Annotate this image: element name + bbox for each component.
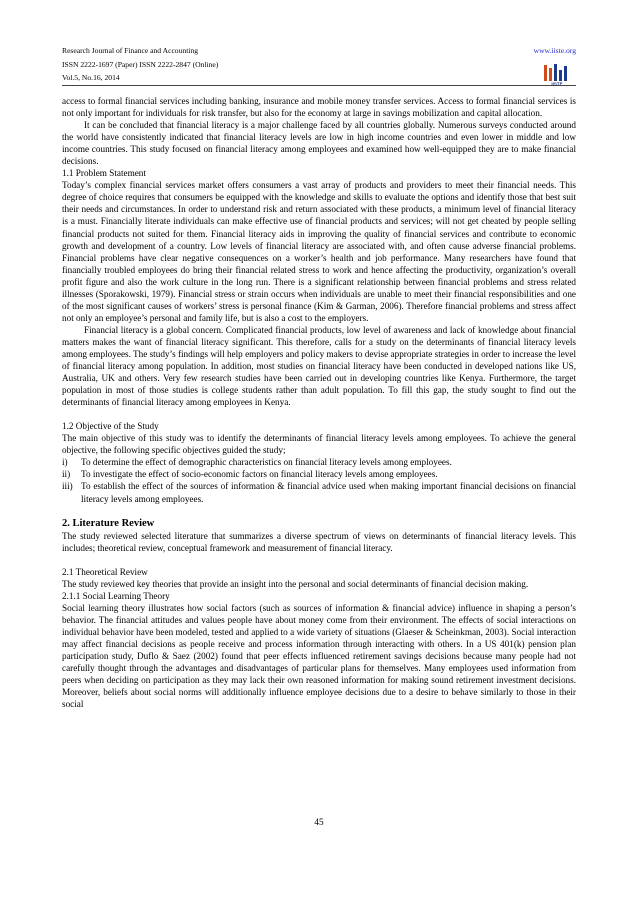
iiste-logo <box>542 62 572 86</box>
heading-literature-review: 2. Literature Review <box>62 517 155 529</box>
list-text: To investigate the effect of socio-economic factors on financial literacy levels among employees. <box>81 469 438 480</box>
paragraph-objective: The main objective of this study was to identify the determinants of financial literacy levels among employees. To achieve the general objective, the following specific objectives guided the study; <box>62 433 576 456</box>
paragraph-conclusion: It can be concluded that financial literacy is a major challenge faced by all countries globally. Numerous surveys conducted around the world have consistently indicated that financial literacy levels are low in high income countries and even lower in middle and low income countries. This study focused on financial literacy among employees and examined how well-equipped they are to make financial decisions. <box>62 120 576 167</box>
paragraph-problem: Today’s complex financial services market offers consumers a vast array of products and providers to meet their financial needs. This degree of choice requires that consumers be equipped with the knowledge and skills to evaluate the options and identify those that best suit their needs and circumstances. In order to understand risk and return associated with these products, a minimum level of financial literacy is a must. Financially literate individuals can make effective use of financial products and services; will not get cheated by people selling financial products not suited for them. Financial literacy aids in improving the quality of financial services and contribute to economic growth and development of a country. Low levels of financial literacy are associated with, and often cause adverse financial problems. Financial problems have clear negative consequences on a worker’s health and job performance. Many researchers have found that financially troubled employees do bring their financial related stress to work and hence affecting the productivity, organization’s overall profit figure and also the work culture in the long run. There is a significant relationship between financial problems and stress related illnesses (Sporakowski, 1979). Financial stress or strain occurs when individuals are unable to meet their financial responsibilities and one of the most significant causes of workers’ stress is personal finance (Kim & Garman, 2006). Therefore financial problems and stress affect not only an employee’s personal and family life, but is also a cost to the employers. <box>62 180 576 323</box>
logo-text: IISTE <box>551 81 563 86</box>
paragraph-literature: The study reviewed selected literature that summarizes a diverse spectrum of views on determinants of financial literacy levels. This includes; theoretical review, conceptual framework and measurement of financial literacy. <box>62 530 576 553</box>
article-body <box>62 95 576 710</box>
paragraph-access: access to formal financial services including banking, insurance and mobile money transfer services. Access to formal financial services is not only important for individuals for risk transfer, but also for the economy at large in savings mobilization and capital allocation. <box>62 96 576 119</box>
issn-line: ISSN 2222-1697 (Paper) ISSN 2222-2847 (Online) <box>62 59 219 69</box>
list-number: ii) <box>62 469 71 480</box>
list-text: To determine the effect of demographic characteristics on financial literacy levels among employees. <box>81 457 452 468</box>
list-item <box>62 468 576 480</box>
page-number: 45 <box>314 817 324 827</box>
heading-objective: 1.2 Objective of the Study <box>62 421 159 432</box>
heading-social-learning: 2.1.1 Social Learning Theory <box>62 590 170 601</box>
paragraph-social-learning: Social learning theory illustrates how social factors (such as sources of information & financial advice) influence in shaping a person’s behavior. The financial attitudes and values people have about money come from their environment. The effects of social interactions on individual behavior have been modeled, tested and applied to a wide variety of situations (Glaeser & Scheinkman, 2003). Social interaction may affect financial decisions as people receive and process information through interacting with others. In a US 401(k) pension plan participation study, Duflo & Saez (2002) found that peer effects influenced retirement savings decisions because many people had not carefully thought through the advantages and disadvantages of particular plans for themselves. Many employees used information from peers when deciding on participation as they may lack their own reasoned information for making sound retirement investment decisions. Moreover, beliefs about social norms will additionally influence employee decisions due to a desire to behave similarly to those in their social <box>62 602 576 710</box>
paragraph-theoretical: The study reviewed key theories that provide an insight into the personal and social determinants of financial decision making. <box>62 578 529 589</box>
heading-theoretical-review: 2.1 Theoretical Review <box>62 566 148 577</box>
volume-line: Vol.5, No.16, 2014 <box>62 73 120 82</box>
list-item <box>62 480 576 504</box>
journal-name: Research Journal of Finance and Accounting <box>62 46 199 55</box>
header-rule <box>62 85 576 86</box>
list-number: iii) <box>62 481 73 492</box>
list-number: i) <box>62 457 68 468</box>
list-item <box>62 456 576 468</box>
journal-url-link[interactable]: www.iiste.org <box>533 46 576 55</box>
paragraph-global-concern: Financial literacy is a global concern. Complicated financial products, low level of awareness and lack of knowledge about financial matters makes the want of financial literacy significant. This therefore, calls for a study on the determinants of financial literacy levels among employees. The study’s findings will help employers and policy makers to devise appropriate strategies in order to increase the level of financial literacy among population. In addition, most studies on financial literacy have been conducted in developed nations like US, Australia, UK and others. Very few research studies have been carried out in developing countries like Kenya. Furthermore, the target population in most of those studies is college students rather than adult population. To fill this gap, the study sought to find out the determinants of financial literacy among employees in Kenya. <box>62 324 576 408</box>
list-text: To establish the effect of the sources of information & financial advice used when making important financial decisions on financial literacy levels among employees. <box>81 481 576 504</box>
heading-problem-statement: 1.1 Problem Statement <box>62 168 146 179</box>
